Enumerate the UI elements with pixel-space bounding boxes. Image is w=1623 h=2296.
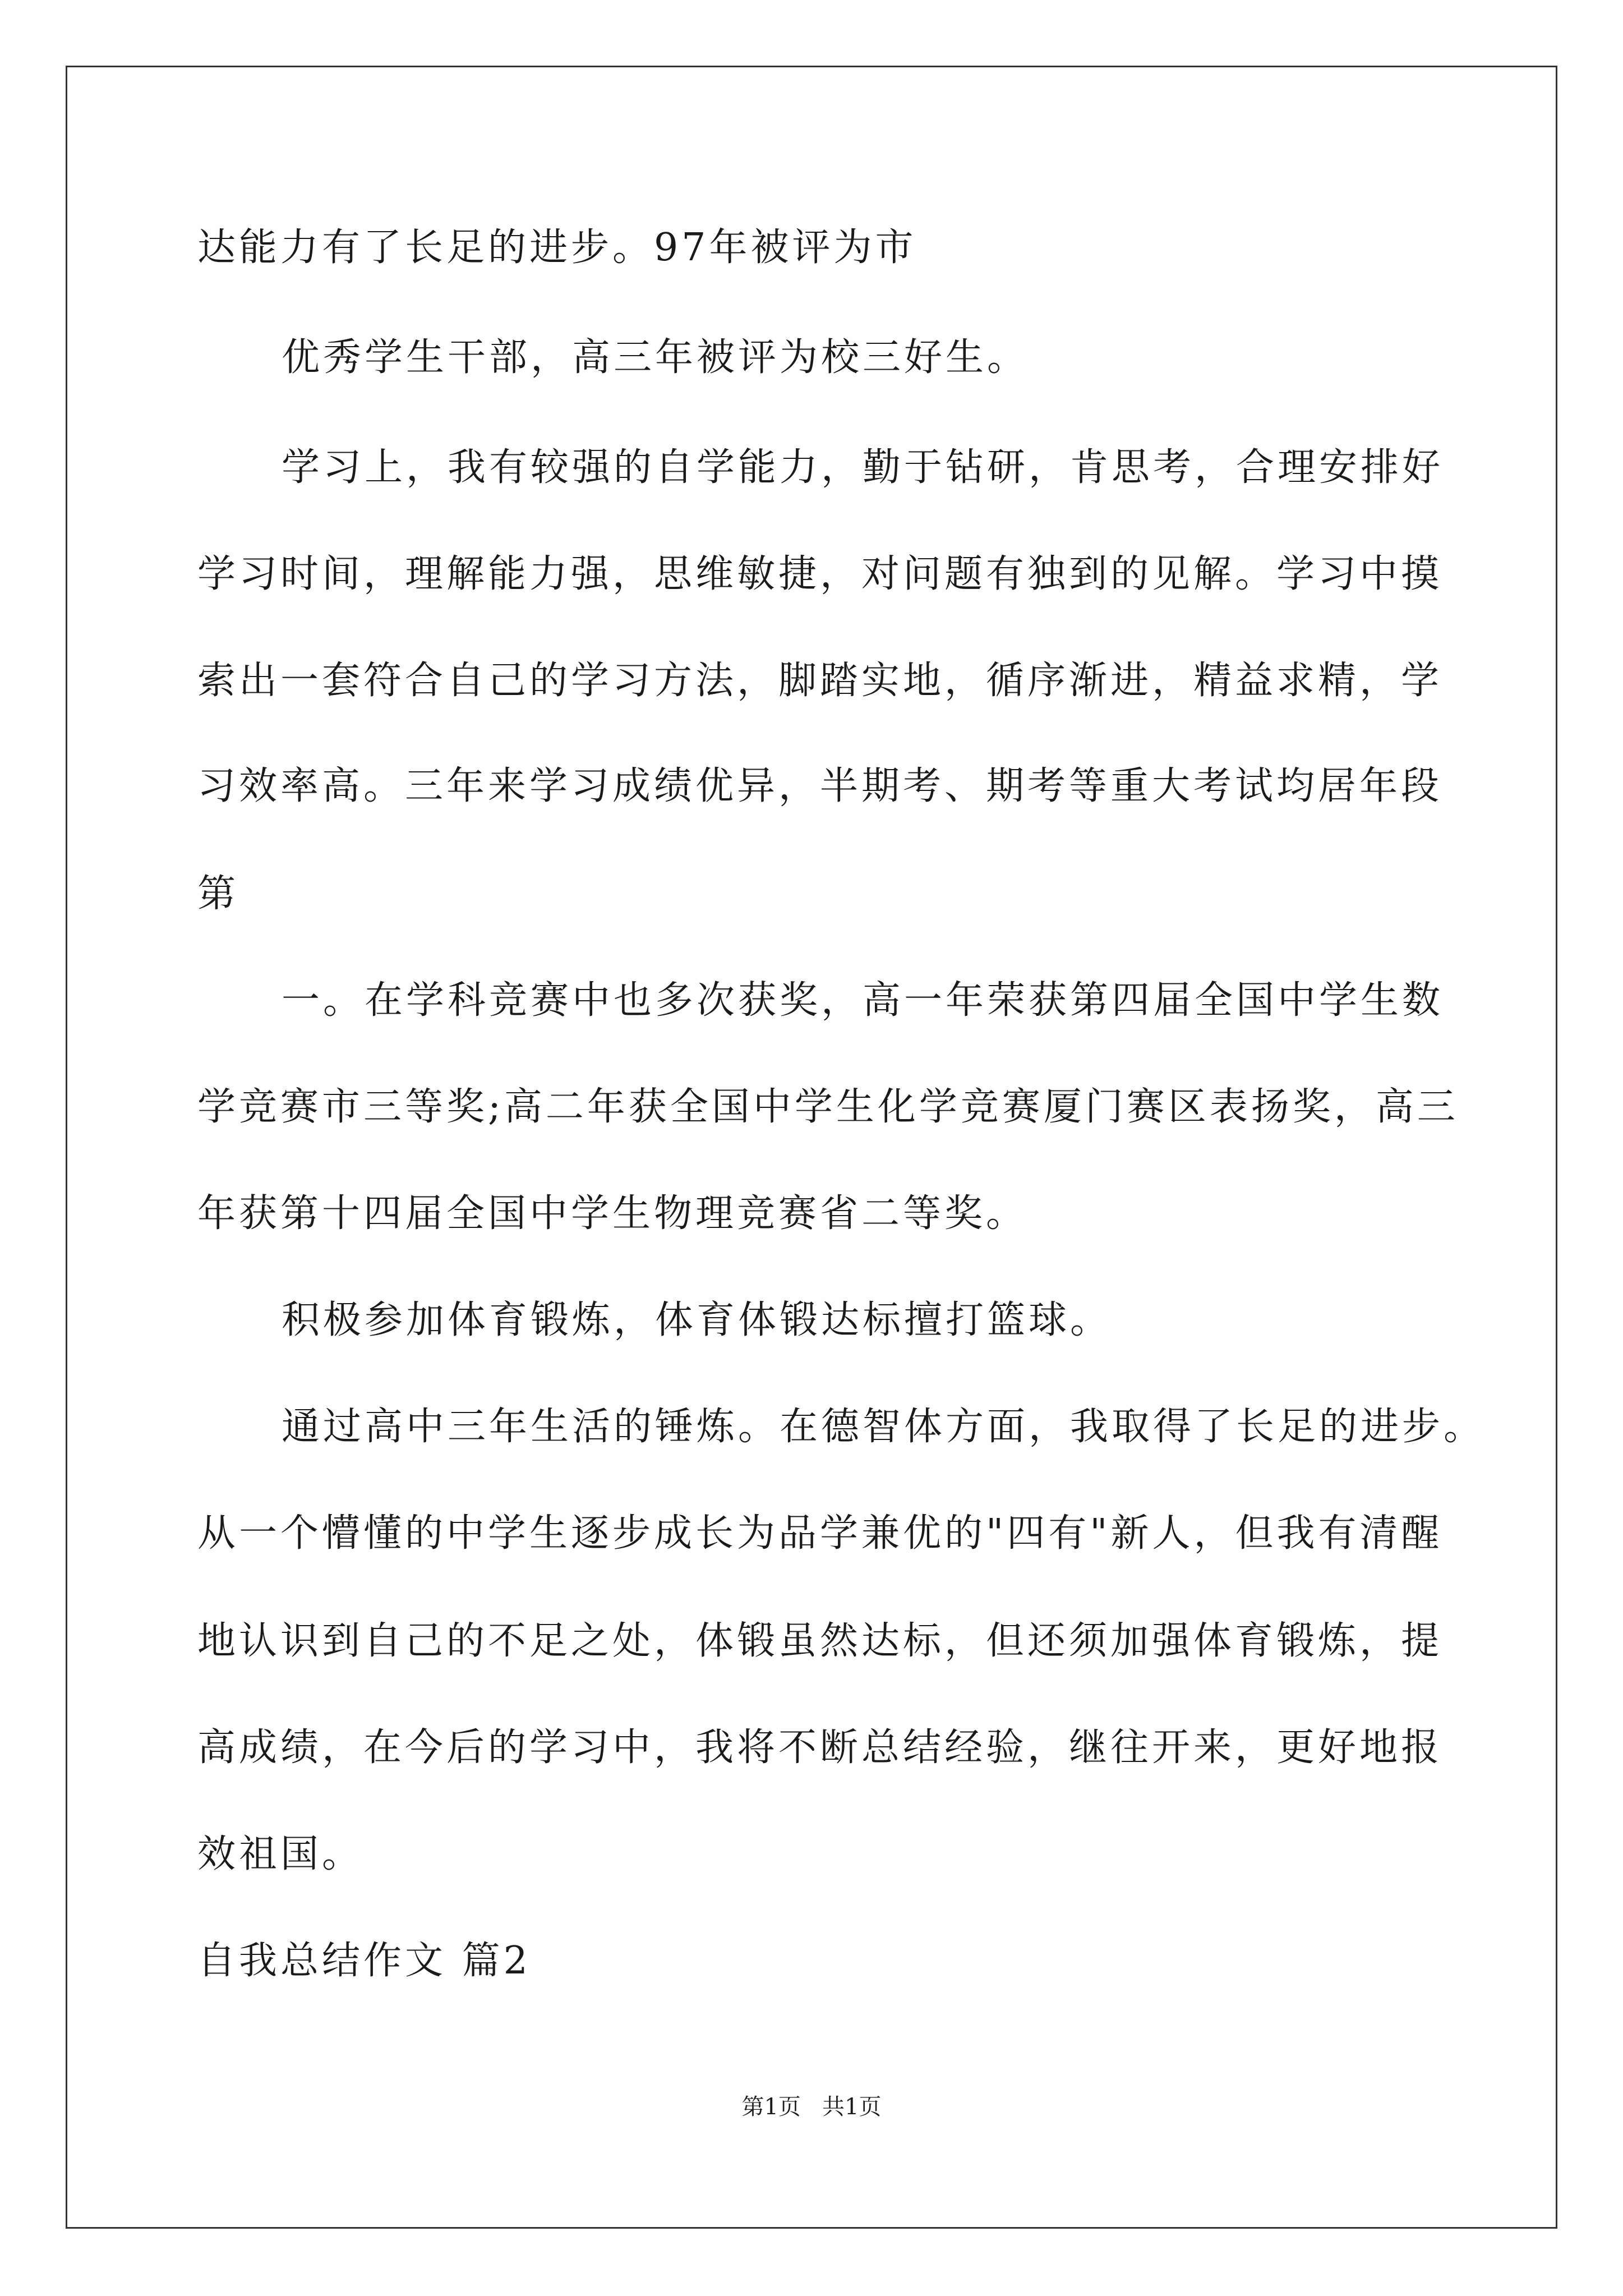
page-footer: 第1页 共1页	[741, 2094, 882, 2120]
section-heading: 自我总结作文 篇2	[197, 1939, 531, 1983]
text-line-5: 索出一套符合自己的学习方法，脚踏实地，循序渐进，精益求精，学	[197, 659, 1443, 703]
text-line-11: 积极参加体育锻炼，体育体锻达标擅打篮球。	[282, 1298, 1112, 1342]
text-line-8: 一。在学科竞赛中也多次获奖，高一年荣获第四届全国中学生数	[282, 978, 1444, 1023]
text-line-6: 习效率高。三年来学习成绩优异，半期考、期考等重大考试均居年段	[197, 764, 1443, 808]
text-line-7: 第	[197, 872, 239, 916]
text-line-9: 学竞赛市三等奖;高二年获全国中学生化学竞赛厦门赛区表扬奖，高三	[197, 1085, 1459, 1129]
text-line-13: 从一个懵懂的中学生逐步成长为品学兼优的"四有"新人，但我有清醒	[197, 1511, 1443, 1556]
text-line-14: 地认识到自己的不足之处，体锻虽然达标，但还须加强体育锻炼，提	[197, 1619, 1443, 1663]
text-line-3: 学习上，我有较强的自学能力，勤于钻研，肯思考，合理安排好	[282, 445, 1444, 490]
text-line-12: 通过高中三年生活的锤炼。在德智体方面，我取得了长足的进步。	[282, 1405, 1486, 1449]
text-line-4: 学习时间，理解能力强，思维敏捷，对问题有独到的见解。学习中摸	[197, 552, 1443, 596]
text-line-15: 高成绩，在今后的学习中，我将不断总结经验，继往开来，更好地报	[197, 1726, 1443, 1770]
text-line-10: 年获第十四届全国中学生物理竞赛省二等奖。	[197, 1191, 1028, 1236]
page-border	[66, 66, 1557, 2229]
text-line-16: 效祖国。	[197, 1832, 364, 1876]
text-line-2: 优秀学生干部，高三年被评为校三好生。	[282, 335, 1029, 380]
text-line-1: 达能力有了长足的进步。97年被评为市	[197, 226, 917, 270]
